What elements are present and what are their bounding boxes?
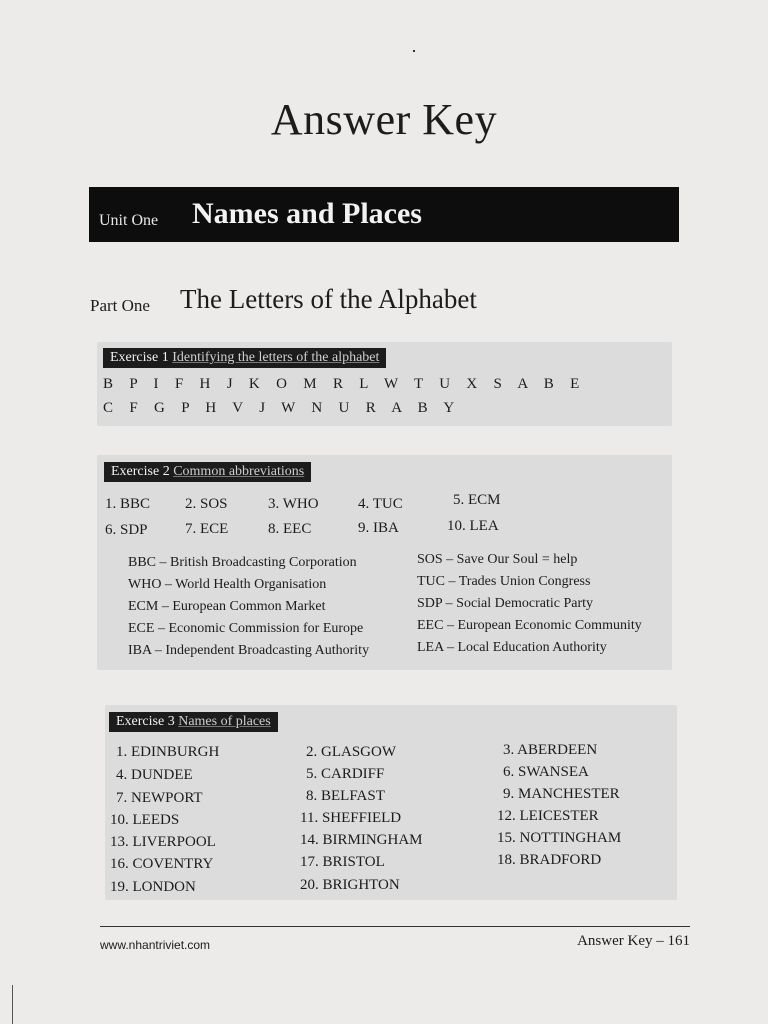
place-item: 4. DUNDEE <box>116 767 193 783</box>
place-item: 15. NOTTINGHAM <box>497 830 622 846</box>
footer-website: www.nhantriviet.com <box>100 938 211 952</box>
scan-edge <box>12 985 13 1024</box>
scan-speck <box>413 50 415 52</box>
abbreviation-meaning: LEA – Local Education Authority <box>417 640 607 655</box>
abbreviation-item: 10. LEA <box>447 518 499 534</box>
abbreviation-item: 3. WHO <box>268 496 319 512</box>
abbreviation-item: 8. EEC <box>268 521 312 537</box>
place-item: 18. BRADFORD <box>497 852 602 868</box>
place-item: 2. GLASGOW <box>306 744 396 760</box>
abbreviation-item: 5. ECM <box>453 492 501 508</box>
exercise1-heading <box>103 348 386 368</box>
place-item: 10. LEEDS <box>110 812 180 828</box>
abbreviation-meaning: SOS – Save Our Soul = help <box>417 552 578 567</box>
unit-title: Names and Places <box>192 197 422 230</box>
place-item: 1. EDINBURGH <box>116 744 220 760</box>
exercise1-label: Exercise 1 <box>110 350 169 365</box>
abbreviation-item: 1. BBC <box>105 496 151 512</box>
place-item: 13. LIVERPOOL <box>110 834 216 850</box>
exercise1-title: Identifying the letters of the alphabet <box>172 350 380 365</box>
exercise2-label: Exercise 2 <box>111 464 170 479</box>
place-item: 8. BELFAST <box>306 788 385 804</box>
exercise1-row-1: B P I F H J K O M R L W T U X S A B E <box>103 376 586 392</box>
place-item: 19. LONDON <box>110 879 196 895</box>
place-item: 14. BIRMINGHAM <box>300 832 423 848</box>
abbreviation-meaning: WHO – World Health Organisation <box>128 577 327 592</box>
abbreviation-item: 6. SDP <box>105 522 148 538</box>
exercise2-heading <box>104 462 311 482</box>
place-item: 11. SHEFFIELD <box>300 810 402 826</box>
place-item: 9. MANCHESTER <box>503 786 620 802</box>
place-item: 3. ABERDEEN <box>503 742 598 758</box>
unit-label: Unit One <box>99 212 159 229</box>
page-title: Answer Key <box>270 95 498 144</box>
place-item: 16. COVENTRY <box>110 856 214 872</box>
place-item: 12. LEICESTER <box>497 808 599 824</box>
abbreviation-meaning: BBC – British Broadcasting Corporation <box>128 555 357 570</box>
place-item: 17. BRISTOL <box>300 854 385 870</box>
place-item: 20. BRIGHTON <box>300 877 400 893</box>
footer-divider <box>100 926 690 927</box>
exercise2-title: Common abbreviations <box>173 464 305 479</box>
exercise3-heading <box>109 712 278 732</box>
exercise3-title: Names of places <box>178 714 271 729</box>
part-title: The Letters of the Alphabet <box>180 284 477 314</box>
abbreviation-item: 9. IBA <box>358 520 399 536</box>
place-item: 6. SWANSEA <box>503 764 589 780</box>
abbreviation-meaning: EEC – European Economic Community <box>417 618 642 633</box>
abbreviation-meaning: ECE – Economic Commission for Europe <box>128 621 364 636</box>
place-item: 5. CARDIFF <box>306 766 385 782</box>
exercise3-label: Exercise 3 <box>116 714 175 729</box>
abbreviation-item: 4. TUC <box>358 496 403 512</box>
place-item: 7. NEWPORT <box>116 790 203 806</box>
abbreviation-meaning: ECM – European Common Market <box>128 599 326 614</box>
part-label: Part One <box>90 296 150 315</box>
abbreviation-meaning: IBA – Independent Broadcasting Authority <box>128 643 370 658</box>
abbreviation-item: 7. ECE <box>185 521 229 537</box>
page-number: Answer Key – 161 <box>577 933 690 949</box>
exercise1-row-2: C F G P H V J W N U R A B Y <box>103 400 461 416</box>
abbreviation-item: 2. SOS <box>185 496 228 512</box>
abbreviation-meaning: TUC – Trades Union Congress <box>417 574 591 589</box>
abbreviation-meaning: SDP – Social Democratic Party <box>417 596 594 611</box>
